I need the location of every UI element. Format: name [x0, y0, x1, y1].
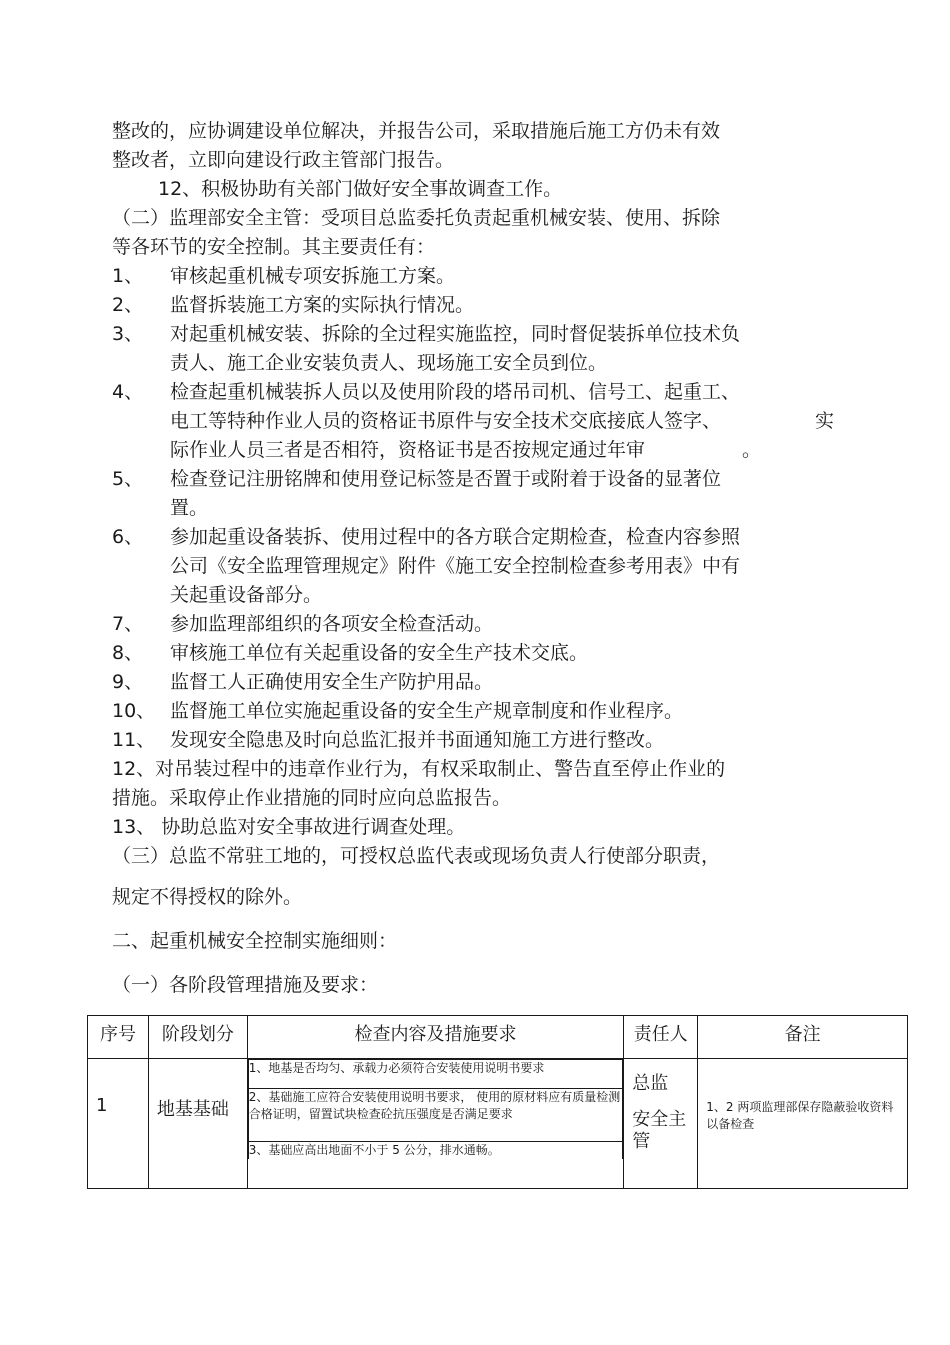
section-heading: 二、起重机械安全控制实施细则： — [112, 930, 398, 952]
check-item: 3、基础应高出地面不小于 5 公分，排水通畅。 — [248, 1142, 622, 1160]
item-text: 检查登记注册铭牌和使用登记标签是否置于或附着于设备的显著位 — [170, 468, 722, 490]
checks-list — [248, 1059, 623, 1159]
item-text: 对起重机械安装、拆除的全过程实施监控，同时督促装拆单位技术负 — [170, 323, 741, 345]
item-text: 审核施工单位有关起重设备的安全生产技术交底。 — [170, 642, 589, 664]
item-text: 责人、施工企业安装负责人、现场施工安全员到位。 — [170, 352, 608, 374]
item-text: 监督施工单位实施起重设备的安全生产规章制度和作业程序。 — [170, 700, 684, 722]
paragraph-line: 整改的，应协调建设单位解决，并报告公司，采取措施后施工方仍未有效 — [112, 120, 721, 142]
paragraph-line: 12、积极协助有关部门做好安全事故调查工作。 — [158, 178, 563, 200]
row-responsible-cell — [624, 1059, 698, 1189]
responsible-chief: 总监 — [632, 1073, 669, 1094]
paragraph-line: 13、 协助总监对安全事故进行调查处理。 — [112, 816, 466, 838]
item-text: 电工等特种作业人员的资格证书原件与安全技术交底接底人签字、 — [170, 410, 722, 432]
item-text: 公司《安全监理管理规定》附件《施工安全控制检查参考用表》中有 — [170, 555, 741, 577]
item-number: 8、 — [112, 642, 144, 664]
item-number: 1、 — [112, 265, 144, 287]
item-number: 3、 — [112, 323, 144, 345]
item-text: 发现安全隐患及时向总监汇报并书面通知施工方进行整改。 — [170, 729, 665, 751]
item-number: 7、 — [112, 613, 144, 635]
item-text: 检查起重机械装拆人员以及使用阶段的塔吊司机、信号工、起重工、 — [170, 381, 741, 403]
item-text-tail: 实 — [815, 410, 835, 432]
paragraph-line: 等各环节的安全控制。其主要责任有： — [112, 236, 436, 258]
section-heading: （二）监理部安全主管：受项目总监委托负责起重机械安装、使用、拆除 — [112, 207, 721, 229]
paragraph-line: 措施。采取停止作业措施的同时应向总监报告。 — [112, 787, 512, 809]
row-note: 1、2 两项监理部保存隐蔽验收资料以备检查 — [698, 1059, 908, 1189]
section-heading: （三）总监不常驻工地的，可授权总监代表或现场负责人行使部分职责， — [112, 845, 721, 867]
item-number: 9、 — [112, 671, 144, 693]
row-checks-cell — [247, 1059, 623, 1189]
item-number: 5、 — [112, 468, 144, 490]
paragraph-line: 12、对吊装过程中的违章作业行为，有权采取制止、警告直至停止作业的 — [112, 758, 726, 780]
item-text: 关起重设备部分。 — [170, 584, 323, 606]
header-index: 序号 — [88, 1016, 149, 1059]
check-item: 1、地基是否均匀、承载力必须符合安装使用说明书要求 — [248, 1060, 622, 1089]
check-item: 2、基础施工应符合安装使用说明书要求， 使用的原材料应有质量检测合格证明，留置试块检查砼抗压强度是否满足要求 — [248, 1089, 622, 1142]
row-index: 1 — [88, 1059, 149, 1189]
responsible-safety: 安全主管 — [632, 1109, 687, 1152]
item-number: 10、 — [112, 700, 156, 722]
item-text: 际作业人员三者是否相符，资格证书是否按规定通过年审 — [170, 439, 646, 461]
item-text: 监督工人正确使用安全生产防护用品。 — [170, 671, 494, 693]
item-number: 6、 — [112, 526, 144, 548]
item-number: 4、 — [112, 381, 144, 403]
paragraph-line: 规定不得授权的除外。 — [112, 886, 303, 908]
item-number: 11、 — [112, 729, 156, 751]
row-stage: 地基基础 — [148, 1059, 247, 1189]
header-note: 备注 — [698, 1016, 908, 1059]
item-text: 置。 — [170, 497, 209, 519]
header-stage: 阶段划分 — [148, 1016, 247, 1059]
table-header-row — [88, 1016, 908, 1059]
item-text-tail: 。 — [742, 439, 762, 461]
item-text: 审核起重机械专项安拆施工方案。 — [170, 265, 456, 287]
header-checks: 检查内容及措施要求 — [247, 1016, 623, 1059]
item-number: 2、 — [112, 294, 144, 316]
item-text: 监督拆装施工方案的实际执行情况。 — [170, 294, 475, 316]
section-heading: （一）各阶段管理措施及要求： — [112, 974, 379, 996]
item-text: 参加监理部组织的各项安全检查活动。 — [170, 613, 494, 635]
table-row — [88, 1059, 908, 1189]
item-text: 参加起重设备装拆、使用过程中的各方联合定期检查，检查内容参照 — [170, 526, 741, 548]
measures-table — [87, 1015, 908, 1189]
paragraph-line: 整改者，立即向建设行政主管部门报告。 — [112, 149, 455, 171]
header-responsible: 责任人 — [624, 1016, 698, 1059]
